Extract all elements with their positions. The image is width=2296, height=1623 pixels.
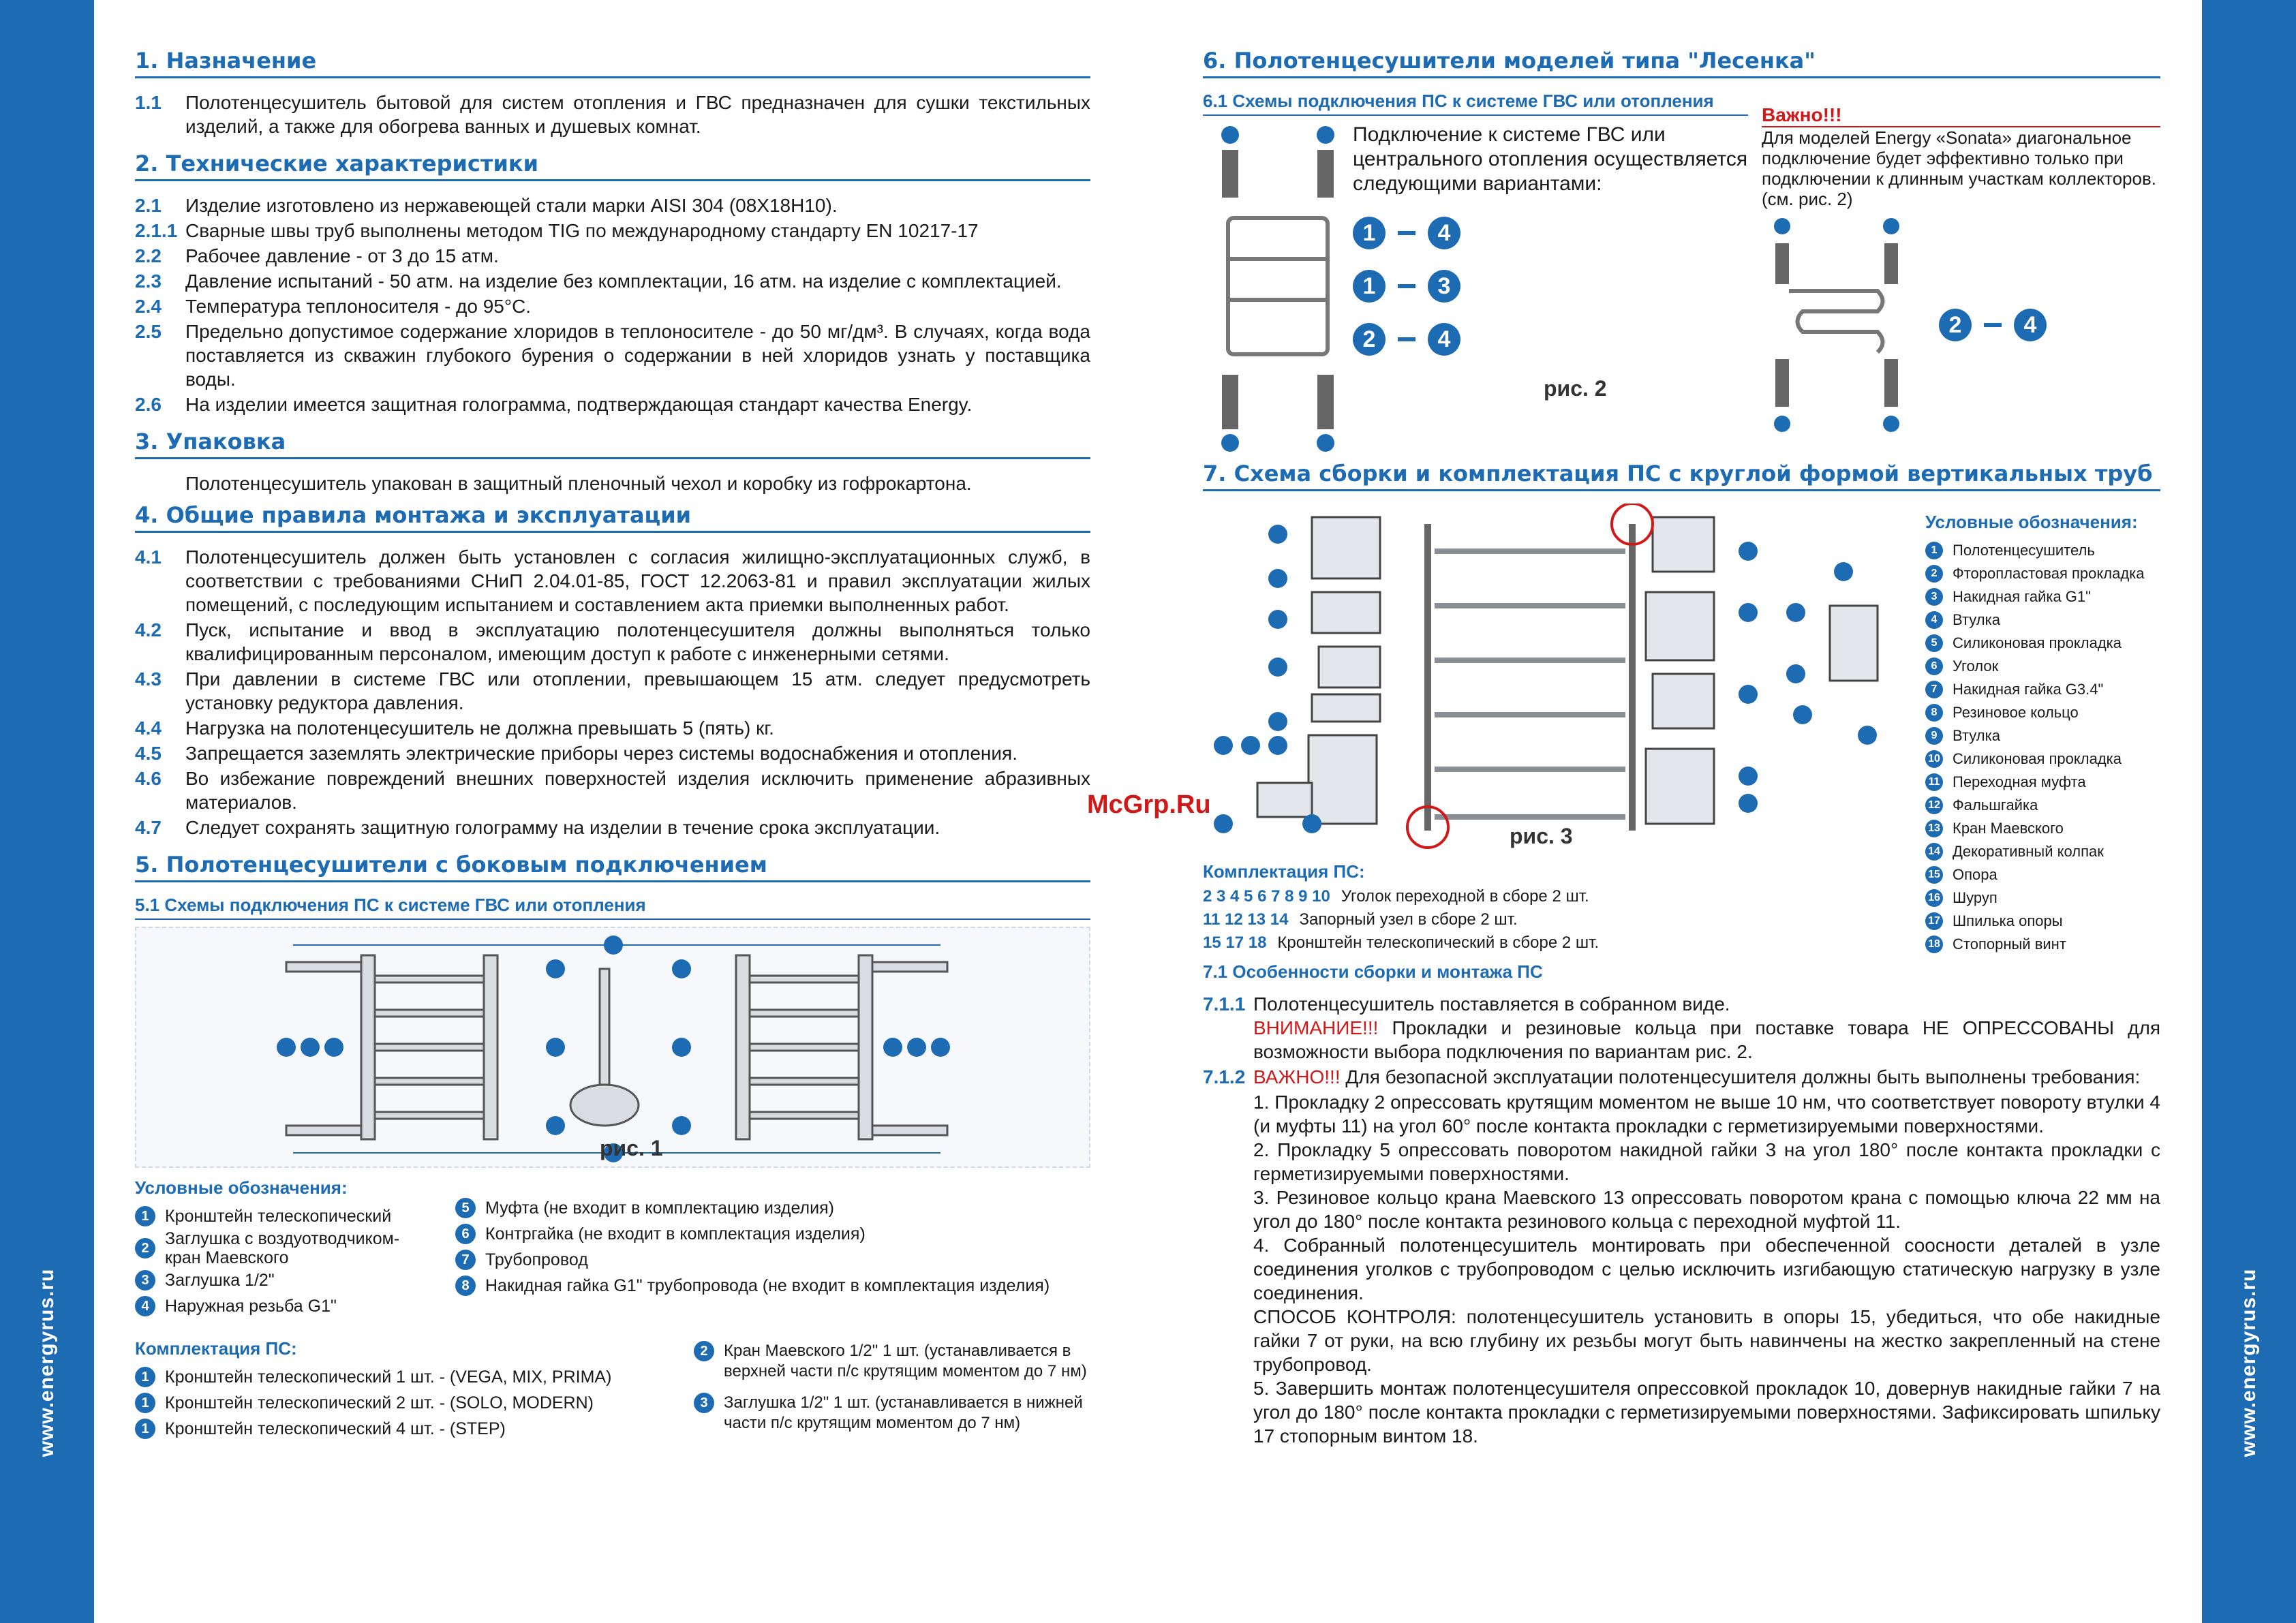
left-column	[135, 48, 1090, 1442]
item-number: 2.3	[135, 270, 162, 292]
legend-text: Фторопластовая прокладка	[1953, 565, 2145, 582]
kit-text: Кран Маевского 1/2" 1 шт. (устанавливается в верхней части п/с крутящим моментом до 7 нм)	[724, 1342, 1087, 1380]
legend-item	[135, 1229, 435, 1267]
legend-number: 6	[1925, 658, 1943, 675]
kit-text: Запорный узел в сборе 2 шт.	[1299, 910, 1518, 929]
item-text: Во избежание повреждений внешних поверхностей изделия исключить применение абразивных материалов.	[185, 768, 1090, 813]
legend-number: 1	[135, 1206, 155, 1226]
legend-number: 18	[1925, 936, 1943, 953]
legend-text: Накидная гайка G1" трубопровода (не входит в комплектация изделия)	[485, 1276, 1050, 1295]
section-1-title: 1. Назначение	[135, 48, 1090, 78]
warning-title: Важно!!!	[1762, 104, 2160, 127]
legend-number: 2	[135, 1238, 155, 1258]
legend-item	[1925, 817, 2160, 840]
item-1-1	[135, 91, 1090, 138]
legend-item	[1925, 562, 2160, 585]
pair-2-4-sonata	[1939, 309, 2047, 341]
item-4-2	[135, 618, 1090, 666]
kit-item	[135, 1364, 673, 1390]
item-number: 2.6	[135, 394, 162, 415]
item-number: 1.1	[135, 92, 162, 113]
legend-7	[1925, 504, 2160, 956]
item-number: 4.2	[135, 619, 162, 640]
legend-number: 5	[455, 1198, 476, 1218]
legend-item	[1925, 863, 2160, 886]
item-number: 2.4	[135, 296, 162, 317]
legend-item	[1925, 608, 2160, 632]
legend-text: Кронштейн телескопический	[165, 1207, 392, 1226]
legend-number: 5	[1925, 634, 1943, 652]
legend-text: Резиновое кольцо	[1953, 704, 2079, 721]
item-text: Полотенцесушитель бытовой для систем отопления и ГВС предназначен для сушки текстильных изделий, а также для обогрева ванных и душевых комнат.	[185, 92, 1090, 137]
right-column	[1203, 48, 2160, 1448]
legend-7-title: Условные обозначения:	[1925, 512, 2138, 532]
kit-5-title: Комплектация ПС:	[135, 1338, 297, 1359]
legend-item	[455, 1221, 1090, 1247]
figure-2-caption: рис. 2	[1544, 376, 1607, 401]
legend-item	[1925, 910, 2160, 933]
kit-text: Кронштейн телескопический 4 шт. - (STEP)	[165, 1419, 506, 1438]
item-2-1	[135, 194, 1090, 217]
pair-a: 2	[1353, 323, 1386, 356]
pair-b: 4	[1428, 217, 1460, 249]
legend-number: 2	[1925, 565, 1943, 583]
legend-text: Заглушка 1/2"	[165, 1271, 275, 1290]
kit-text: Кронштейн телескопический 2 шт. - (SOLO, MODERN)	[165, 1393, 594, 1412]
item-text: ВАЖНО!!! Для безопасной эксплуатации полотенцесушителя должны быть выполнены требования:	[1253, 1066, 2141, 1087]
step: 4. Собранный полотенцесушитель монтировать при обеспеченной соосности деталей в узле соединения уголков с трубопроводом с целью исключить изгибающую статическую нагрузку в узле соединения.	[1253, 1235, 2160, 1303]
legend-text: Трубопровод	[485, 1250, 588, 1269]
figure-2-serpentine	[1762, 216, 1912, 434]
legend-text: Втулка	[1953, 611, 2000, 628]
legend-number: 3	[135, 1270, 155, 1290]
item-4-6	[135, 767, 1090, 814]
legend-text: Наружная резьба G1"	[165, 1297, 337, 1316]
legend-number: 4	[1925, 611, 1943, 629]
kit-item	[694, 1393, 1090, 1434]
section-7-title: 7. Схема сборки и комплектация ПС с круглой формой вертикальных труб	[1203, 461, 2160, 491]
figure-1-caption: рис. 1	[600, 1136, 663, 1160]
legend-item	[1925, 886, 2160, 910]
section-4-title: 4. Общие правила монтажа и эксплуатации	[135, 502, 1090, 533]
section-6-body	[1203, 91, 2160, 457]
legend-number: 3	[1925, 588, 1943, 606]
legend-text: Накидная гайка G1"	[1953, 588, 2091, 605]
item-text: При давлении в системе ГВС или отоплении, превышающем 15 атм. следует предусмотреть установку редуктора давления.	[185, 668, 1090, 713]
pair-2-4	[1353, 323, 1748, 356]
legend-item	[1925, 655, 2160, 678]
site-url-right: www.energyrus.ru	[2237, 1268, 2260, 1457]
item-4-5	[135, 741, 1090, 765]
legend-item	[1925, 794, 2160, 817]
legend-text: Декоративный колпак	[1953, 843, 2104, 860]
legend-text: Кран Маевского	[1953, 820, 2064, 837]
right-side-bar	[2202, 0, 2296, 1623]
legend-5-title: Условные обозначения:	[135, 1177, 348, 1198]
legend-number: 15	[1925, 866, 1943, 884]
kit-text: Кронштейн телескопический в сборе 2 шт.	[1277, 933, 1599, 952]
pair-1-4	[1353, 217, 1748, 249]
legend-text: Переходная муфта	[1953, 773, 2086, 790]
legend-number: 12	[1925, 797, 1943, 814]
item-text: Полотенцесушитель поставляется в собранном виде. ВНИМАНИЕ!!! Прокладки и резиновые кольца при поставке товара НЕ ОПРЕССОВАНЫ для возможности выбора подключения по вариантам рис. 2.	[1253, 993, 2160, 1062]
item-text: Пуск, испытание и ввод в эксплуатацию полотенцесушителя должны выполняться только квалифицированным персоналом, имеющим доступ к работе с инженерными сетями.	[185, 619, 1090, 664]
pair-1-3	[1353, 270, 1748, 303]
step: 5. Завершить монтаж полотенцесушителя опрессовкой прокладок 10, довернув накидные гайки 7 на угол до 180° после контакта прокладки с герметизируемыми поверхностями. Зафиксировать шпильку 17 стопорным винтом 18.	[1253, 1378, 2160, 1447]
section-7-1-body	[1203, 992, 2160, 1448]
item-text: На изделии имеется защитная голограмма, подтверждающая стандарт качества Energy.	[185, 394, 973, 415]
kit-number: 1	[135, 1419, 155, 1439]
legend-text: Накидная гайка G3.4"	[1953, 681, 2104, 698]
item-2-1-1	[135, 219, 1090, 243]
legend-item	[455, 1247, 1090, 1273]
legend-number: 14	[1925, 843, 1943, 861]
legend-number: 13	[1925, 820, 1943, 837]
legend-number: 17	[1925, 912, 1943, 930]
item-2-3	[135, 269, 1090, 293]
legend-item	[1925, 701, 2160, 724]
kit-text: Заглушка 1/2" 1 шт. (устанавливается в нижней части п/с крутящим моментом до 7 нм)	[724, 1393, 1083, 1432]
item-4-3	[135, 667, 1090, 715]
item-text: Давление испытаний - 50 атм. на изделие без комплектации, 16 атм. на изделие с комплектацией.	[185, 270, 1062, 292]
legend-number: 9	[1925, 727, 1943, 745]
figure-3-caption: рис. 3	[1510, 824, 1573, 848]
pair-a: 2	[1939, 309, 1972, 341]
item-number: 2.1	[135, 195, 162, 216]
legend-text: Уголок	[1953, 658, 1999, 675]
item-text: Сварные швы труб выполнены методом TIG по международному стандарту EN 10217-17	[185, 220, 979, 241]
item-4-1	[135, 545, 1090, 617]
kit-item	[694, 1341, 1090, 1382]
attention-label: ВНИМАНИЕ!!!	[1253, 1017, 1379, 1038]
item-number: 4.4	[135, 717, 162, 739]
figure-1-diagram	[136, 928, 1089, 1164]
legend-number: 11	[1925, 773, 1943, 791]
kit-7-title: Комплектация ПС:	[1203, 861, 1365, 882]
step: 3. Резиновое кольцо крана Маевского 13 опрессовать поворотом крана с помощью ключа 22 мм на угол до 180° после контакта резинового кольца с переходной муфтой 11.	[1253, 1187, 2160, 1232]
kit-number: 1	[135, 1393, 155, 1413]
kit-item	[135, 1416, 673, 1442]
left-side-bar	[0, 0, 94, 1623]
section-6-right	[1762, 91, 2160, 457]
legend-number: 6	[455, 1224, 476, 1244]
kit-item	[1203, 885, 1912, 908]
section-6-text: Подключение к системе ГВС или центрального отопления осуществляется следующими вариантами:	[1353, 123, 1748, 195]
legend-number: 10	[1925, 750, 1943, 768]
legend-item	[1925, 933, 2160, 956]
legend-item	[135, 1203, 435, 1229]
figure-3-area	[1203, 504, 1912, 956]
item-number: 4.7	[135, 817, 162, 838]
kit-5-col-b	[694, 1335, 1090, 1442]
kit-text: Кронштейн телескопический 1 шт. - (VEGA, MIX, PRIMA)	[165, 1367, 612, 1387]
section-2-title: 2. Технические характеристики	[135, 151, 1090, 181]
legend-text: Шуруп	[1953, 889, 1997, 906]
kit-numbers: 11 12 13 14	[1203, 910, 1289, 929]
legend-item	[1925, 678, 2160, 701]
figure-2-ladder	[1203, 123, 1339, 457]
legend-item	[135, 1293, 435, 1319]
legend-text: Опора	[1953, 866, 1997, 883]
item-text: Предельно допустимое содержание хлоридов в теплоносителе - до 50 мг/дм³. В случаях, когда вода поставляется из скважин глубокого бурения о содержании в ней хлоридов узнать у поставщика воды.	[185, 321, 1090, 390]
legend-text: Шпилька опоры	[1953, 912, 2063, 929]
item-text: Нагрузка на полотенцесушитель не должна превышать 5 (пять) кг.	[185, 717, 774, 739]
important-label: ВАЖНО!!!	[1253, 1066, 1341, 1087]
item-text: Рабочее давление - от 3 до 15 атм.	[185, 245, 499, 266]
kit-numbers: 15 17 18	[1203, 933, 1267, 952]
pair-b: 4	[2014, 309, 2047, 341]
legend-item	[1925, 585, 2160, 608]
legend-item	[455, 1273, 1090, 1299]
item-2-6	[135, 392, 1090, 416]
pair-b: 3	[1428, 270, 1460, 303]
item-3	[135, 472, 1090, 495]
site-url-left: www.energyrus.ru	[35, 1268, 58, 1457]
kit-item	[1203, 931, 1912, 955]
section-5-title: 5. Полотенцесушители с боковым подключением	[135, 852, 1090, 882]
legend-text: Фальшгайка	[1953, 797, 2038, 814]
kit-number: 1	[135, 1367, 155, 1387]
step: 1. Прокладку 2 опрессовать крутящим моментом не выше 10 нм, что соответствует повороту втулки 4 (и муфты 11) на угол 60° после контакта прокладки с герметизируемыми поверхностями.	[1253, 1092, 2160, 1137]
item-number: 2.5	[135, 321, 162, 342]
item-text: Температура теплоносителя - до 95°С.	[185, 296, 532, 317]
legend-number: 4	[135, 1296, 155, 1316]
legend-number: 8	[1925, 704, 1943, 722]
item-text: Запрещается заземлять электрические приборы через системы водоснабжения и отопления.	[185, 743, 1017, 764]
item-2-2	[135, 244, 1090, 268]
section-6-subtitle: 6.1 Схемы подключения ПС к системе ГВС или отопления	[1203, 91, 1748, 116]
section-7-1-title: 7.1 Особенности сборки и монтажа ПС	[1203, 961, 1543, 982]
legend-text: Контргайка (не входит в комплектация изделия)	[485, 1224, 866, 1243]
item-7-1-1	[1203, 992, 2160, 1064]
pair-b: 4	[1428, 323, 1460, 356]
item-number: 4.3	[135, 668, 162, 690]
legend-text: Силиконовая прокладка	[1953, 634, 2122, 651]
steps-list	[1253, 1090, 2160, 1448]
item-number: 4.1	[135, 546, 162, 568]
item-2-5	[135, 320, 1090, 391]
legend-number: 16	[1925, 889, 1943, 907]
warning-text: Для моделей Energy «Sonata» диагональное подключение будет эффективно только при подключении к длинным участкам коллекторов. (см. рис. 2)	[1762, 127, 2156, 209]
legend-5	[135, 1175, 1090, 1319]
kit-5-col-a	[135, 1335, 673, 1442]
item-number: 2.1.1	[135, 220, 178, 241]
legend-item	[1925, 840, 2160, 863]
item-text: Полотенцесушитель упакован в защитный пленочный чехол и коробку из гофрокартона.	[185, 473, 972, 494]
section-5-subtitle: 5.1 Схемы подключения ПС к системе ГВС или отопления	[135, 895, 1090, 920]
legend-text: Полотенцесушитель	[1953, 542, 2095, 559]
section-7-body	[1203, 504, 2160, 956]
kit-text: Уголок переходной в сборе 2 шт.	[1341, 887, 1589, 906]
item-7-1-2	[1203, 1065, 2160, 1089]
legend-number: 8	[455, 1276, 476, 1296]
legend-item	[1925, 632, 2160, 655]
item-text: Следует сохранять защитную голограмму на изделии в течение срока эксплуатации.	[185, 817, 940, 838]
legend-item	[455, 1195, 1090, 1221]
legend-item	[1925, 724, 2160, 747]
legend-text: Втулка	[1953, 727, 2000, 744]
kit-number: 2	[694, 1341, 714, 1361]
kit-numbers: 2 3 4 5 6 7 8 9 10	[1203, 887, 1330, 906]
item-number: 4.6	[135, 768, 162, 789]
legend-text: Силиконовая прокладка	[1953, 750, 2122, 767]
item-4-7	[135, 816, 1090, 839]
item-2-4	[135, 294, 1090, 318]
step: СПОСОБ КОНТРОЛЯ: полотенцесушитель установить в опоры 15, убедиться, что обе накидные гайки 7 от руки, на всю глубину их резьбы могут быть навинчены на жестко закрепленный на стене трубопровод.	[1253, 1306, 2160, 1375]
legend-item	[1925, 539, 2160, 562]
item-4-4	[135, 716, 1090, 740]
kit-number: 3	[694, 1393, 714, 1413]
kit-5	[135, 1335, 1090, 1442]
legend-5-col-a	[135, 1175, 435, 1319]
legend-item	[135, 1267, 435, 1293]
legend-text: Муфта (не входит в комплектацию изделия)	[485, 1199, 834, 1218]
legend-text: Стопорный винт	[1953, 936, 2066, 953]
legend-number: 7	[1925, 681, 1943, 698]
watermark: McGrp.Ru	[1087, 790, 1211, 819]
item-number: 2.2	[135, 245, 162, 266]
legend-text: Заглушка с воздуотводчиком-кран Маевского	[165, 1229, 400, 1267]
legend-item	[1925, 747, 2160, 771]
section-6-left	[1203, 91, 1748, 457]
legend-5-col-b	[455, 1175, 1090, 1319]
figure-1-side-connection	[135, 927, 1090, 1168]
pair-a: 1	[1353, 217, 1386, 249]
item-number: 4.5	[135, 743, 162, 764]
legend-item	[1925, 771, 2160, 794]
item-number: 7.1.2	[1203, 1066, 1246, 1087]
section-3-title: 3. Упаковка	[135, 429, 1090, 459]
kit-7-list	[1203, 885, 1912, 955]
item-text: Полотенцесушитель должен быть установлен с согласия жилищно-эксплуатационных служб, в соответствии с требованиями СНиП 2.04.01-85, ГОСТ 12.2063-81 и правил эксплуатации жилых помещений, с последующим испытанием и составлением акта приемки выполненных работ.	[185, 546, 1090, 615]
pair-a: 1	[1353, 270, 1386, 303]
kit-item	[135, 1390, 673, 1416]
section-6-title: 6. Полотенцесушители моделей типа "Лесенка"	[1203, 48, 2160, 78]
item-text: Изделие изготовлено из нержавеющей стали марки AISI 304 (08Х18Н10).	[185, 195, 838, 216]
step: 2. Прокладку 5 опрессовать поворотом накидной гайки 3 на угол 180° после контакта прокладки с герметизируемыми поверхностями.	[1253, 1139, 2160, 1184]
kit-item	[1203, 908, 1912, 931]
figure-3-assembly	[1203, 504, 1912, 858]
item-number: 7.1.1	[1203, 993, 1246, 1015]
legend-number: 7	[455, 1250, 476, 1270]
legend-number: 1	[1925, 542, 1943, 559]
